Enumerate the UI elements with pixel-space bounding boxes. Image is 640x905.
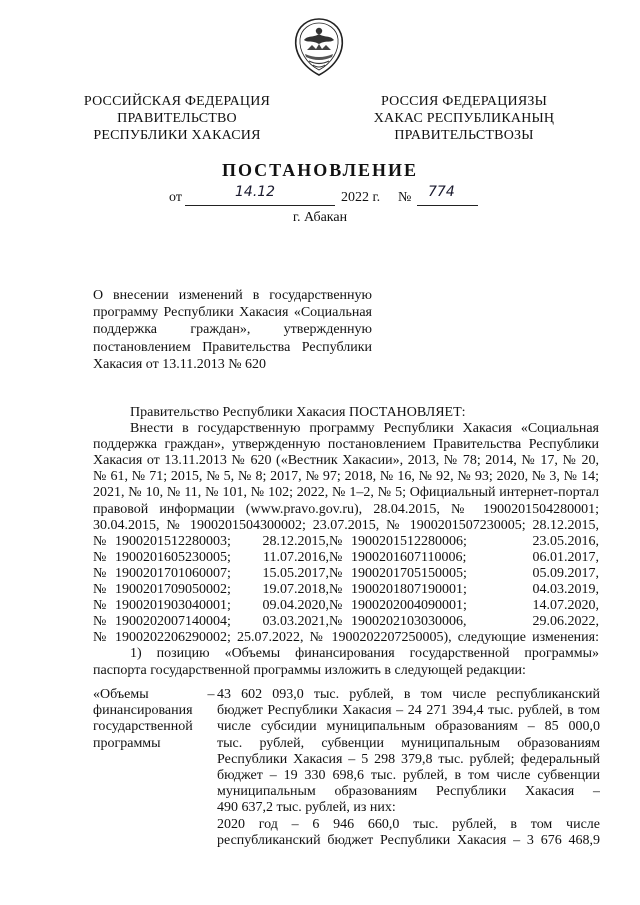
body-line: правовой информации (www.pravo.gov.ru), 28.04.2015, № 1900201504280001; <box>93 501 599 517</box>
reference-cell: № <box>93 614 107 630</box>
reference-cell: 09.04.2020, <box>262 598 329 614</box>
reference-cell: № <box>329 565 343 581</box>
funding-text-line: республиканский бюджет Республики Хакасия – 3 676 468,9 <box>217 832 600 848</box>
reference-cell: 06.01.2017, <box>532 549 599 565</box>
date-year: 2022 г. <box>341 190 381 205</box>
subject-line: Хакасия от 13.11.2013 № 620 <box>93 356 267 372</box>
funding-label-line: государственной <box>93 719 193 735</box>
reference-cell: № <box>329 549 343 565</box>
funding-label-line: программы <box>93 735 161 751</box>
body-line: 2021, № 10, № 11, № 101, № 102; 2022, № 1–2, № 5; Официальный интернет-портал <box>93 485 599 501</box>
reference-row <box>93 582 599 598</box>
funding-text-line: 2020 год – 6 946 660,0 тыс. рублей, в том числе <box>217 816 600 832</box>
header-left-line: РЕСПУБЛИКИ ХАКАСИЯ <box>93 128 261 143</box>
number-handwritten: 774 <box>428 184 455 200</box>
funding-label-line: «Объемы <box>93 687 149 702</box>
funding-text-line: бюджет – 19 330 698,6 тыс. рублей, в том числе субвенции <box>217 767 600 783</box>
reference-row <box>93 566 599 582</box>
reference-cell: 1900201701060007; <box>115 565 231 581</box>
header-right-line: РОССИЯ ФЕДЕРАЦИЯЗЫ <box>380 94 548 109</box>
reference-cell: № <box>93 565 107 581</box>
reference-row <box>93 598 599 614</box>
body-line: паспорта государственной программы изложить в следующей редакции: <box>93 662 526 678</box>
number-sign: № <box>398 190 412 205</box>
funding-text-line: муниципальным образованиям Республики Хакасия – <box>217 784 600 800</box>
header-left-block <box>82 93 272 144</box>
funding-label-line: финансирования <box>93 703 193 719</box>
reference-cell: № <box>93 533 107 549</box>
reference-cell: № <box>93 582 107 598</box>
number-underline <box>417 205 478 206</box>
subject-line: поддержка граждан», утвержденную <box>93 322 372 338</box>
document-title: ПОСТАНОВЛЕНИЕ <box>221 160 419 180</box>
body-line: 30.04.2015, № 1900201504300002; 23.07.2015, № 1900201507230005; 28.12.2015, <box>93 517 599 533</box>
funding-text-line: 43 602 093,0 тыс. рублей, в том числе республиканский <box>217 687 600 702</box>
subject-line: программу Республики Хакасия «Социальная <box>93 305 372 321</box>
reference-cell: № <box>329 533 343 549</box>
city-name: г. Абакан <box>292 210 348 225</box>
reference-cell: 1900202004090001; <box>351 598 467 614</box>
reference-cell: 03.03.2021, <box>262 614 329 630</box>
reference-cell: 1900201512280003; <box>115 533 231 549</box>
reference-cell: 1900201705150005; <box>351 565 467 581</box>
header-left-line: РОССИЙСКАЯ ФЕДЕРАЦИЯ <box>83 94 271 109</box>
reference-cell: 19.07.2018, <box>262 582 329 598</box>
reference-cell: 05.09.2017, <box>532 565 599 581</box>
reference-cell: 1900201903040001; <box>115 598 231 614</box>
reference-cell: 1900201512280006; <box>351 533 467 549</box>
reference-cell: № <box>329 582 343 598</box>
date-underline <box>185 205 335 206</box>
resolution-body <box>93 405 599 679</box>
reference-cell: 1900201807190001; <box>351 582 467 598</box>
subject-block <box>93 287 372 373</box>
date-prefix: от <box>169 190 182 205</box>
reference-cell: 29.06.2022, <box>532 614 599 630</box>
header-left-line: ПРАВИТЕЛЬСТВО <box>117 111 237 126</box>
funding-label-cell <box>93 687 205 752</box>
reference-cell: № <box>93 549 107 565</box>
reference-cell: 28.12.2015, <box>262 533 329 549</box>
funding-text-line: числе субсидии муниципальным образованиям – 85 000,0 <box>217 719 600 735</box>
reference-cell: 1900201709050002; <box>115 582 231 598</box>
funding-text-cell <box>217 687 600 849</box>
funding-text-line: Республики Хакасия – 5 298 379,8 тыс. рублей; федеральный <box>217 751 600 767</box>
reference-cell: 11.07.2016, <box>263 549 329 565</box>
header-right-block <box>366 93 562 144</box>
date-handwritten: 14.12 <box>235 184 276 200</box>
body-line: Внести в государственную программу Республики Хакасия «Социальная <box>130 421 599 437</box>
reference-row <box>93 534 599 550</box>
reference-cell: 1900201607110006; <box>351 549 467 565</box>
funding-text-line: тыс. рублей, субвенции муниципальным образованиям <box>217 735 600 751</box>
reference-cell: 15.05.2017, <box>262 565 329 581</box>
reference-cell: № <box>329 598 343 614</box>
reference-cell: 14.07.2020, <box>532 598 599 614</box>
reference-cell: 1900202103030006, <box>351 614 467 630</box>
header-right-line: ХАКАС РЕСПУБЛИКАНЫҢ <box>373 111 555 126</box>
resolution-lead: Правительство Республики Хакасия ПОСТАНОВЛЯЕТ: <box>130 405 466 420</box>
funding-dash: – <box>207 687 215 702</box>
reference-cell: 04.03.2019, <box>532 582 599 598</box>
reference-cell: 1900201605230005; <box>115 549 231 565</box>
body-line: № 1900202206290002; 25.07.2022, № 1900202207250005), следующие изменения: <box>93 630 599 646</box>
reference-row <box>93 614 599 630</box>
reference-row <box>93 550 599 566</box>
subject-line: О внесении изменений в государственную <box>93 288 372 303</box>
reference-cell: 1900202007140004; <box>115 614 231 630</box>
funding-text-line: бюджет Республики Хакасия – 24 271 394,4 тыс. рублей, в том <box>217 703 600 719</box>
body-line: № 61, № 71; 2015, № 5, № 8; 2017, № 97; 2018, № 16, № 92, № 93; 2020, № 3, № 14; <box>93 469 599 485</box>
reference-cell: № <box>329 614 343 630</box>
body-line: поддержка граждан», утвержденную постановлением Правительства Республики <box>93 437 599 453</box>
body-line: 1) позицию «Объемы финансирования государственной программы» <box>130 646 599 662</box>
subject-line: постановлением Правительства Республики <box>93 339 372 355</box>
header-right-line: ПРАВИТЕЛЬСТВОЗЫ <box>394 128 534 143</box>
funding-text-line: 490 637,2 тыс. рублей, из них: <box>217 800 396 816</box>
reference-cell: № <box>93 598 107 614</box>
coat-of-arms-emblem <box>290 16 348 78</box>
reference-cell: 23.05.2016, <box>532 533 599 549</box>
body-line: Хакасия от 13.11.2013 № 620 («Вестник Хакасии», 2013, № 78; 2014, № 17, № 20, <box>93 453 599 469</box>
